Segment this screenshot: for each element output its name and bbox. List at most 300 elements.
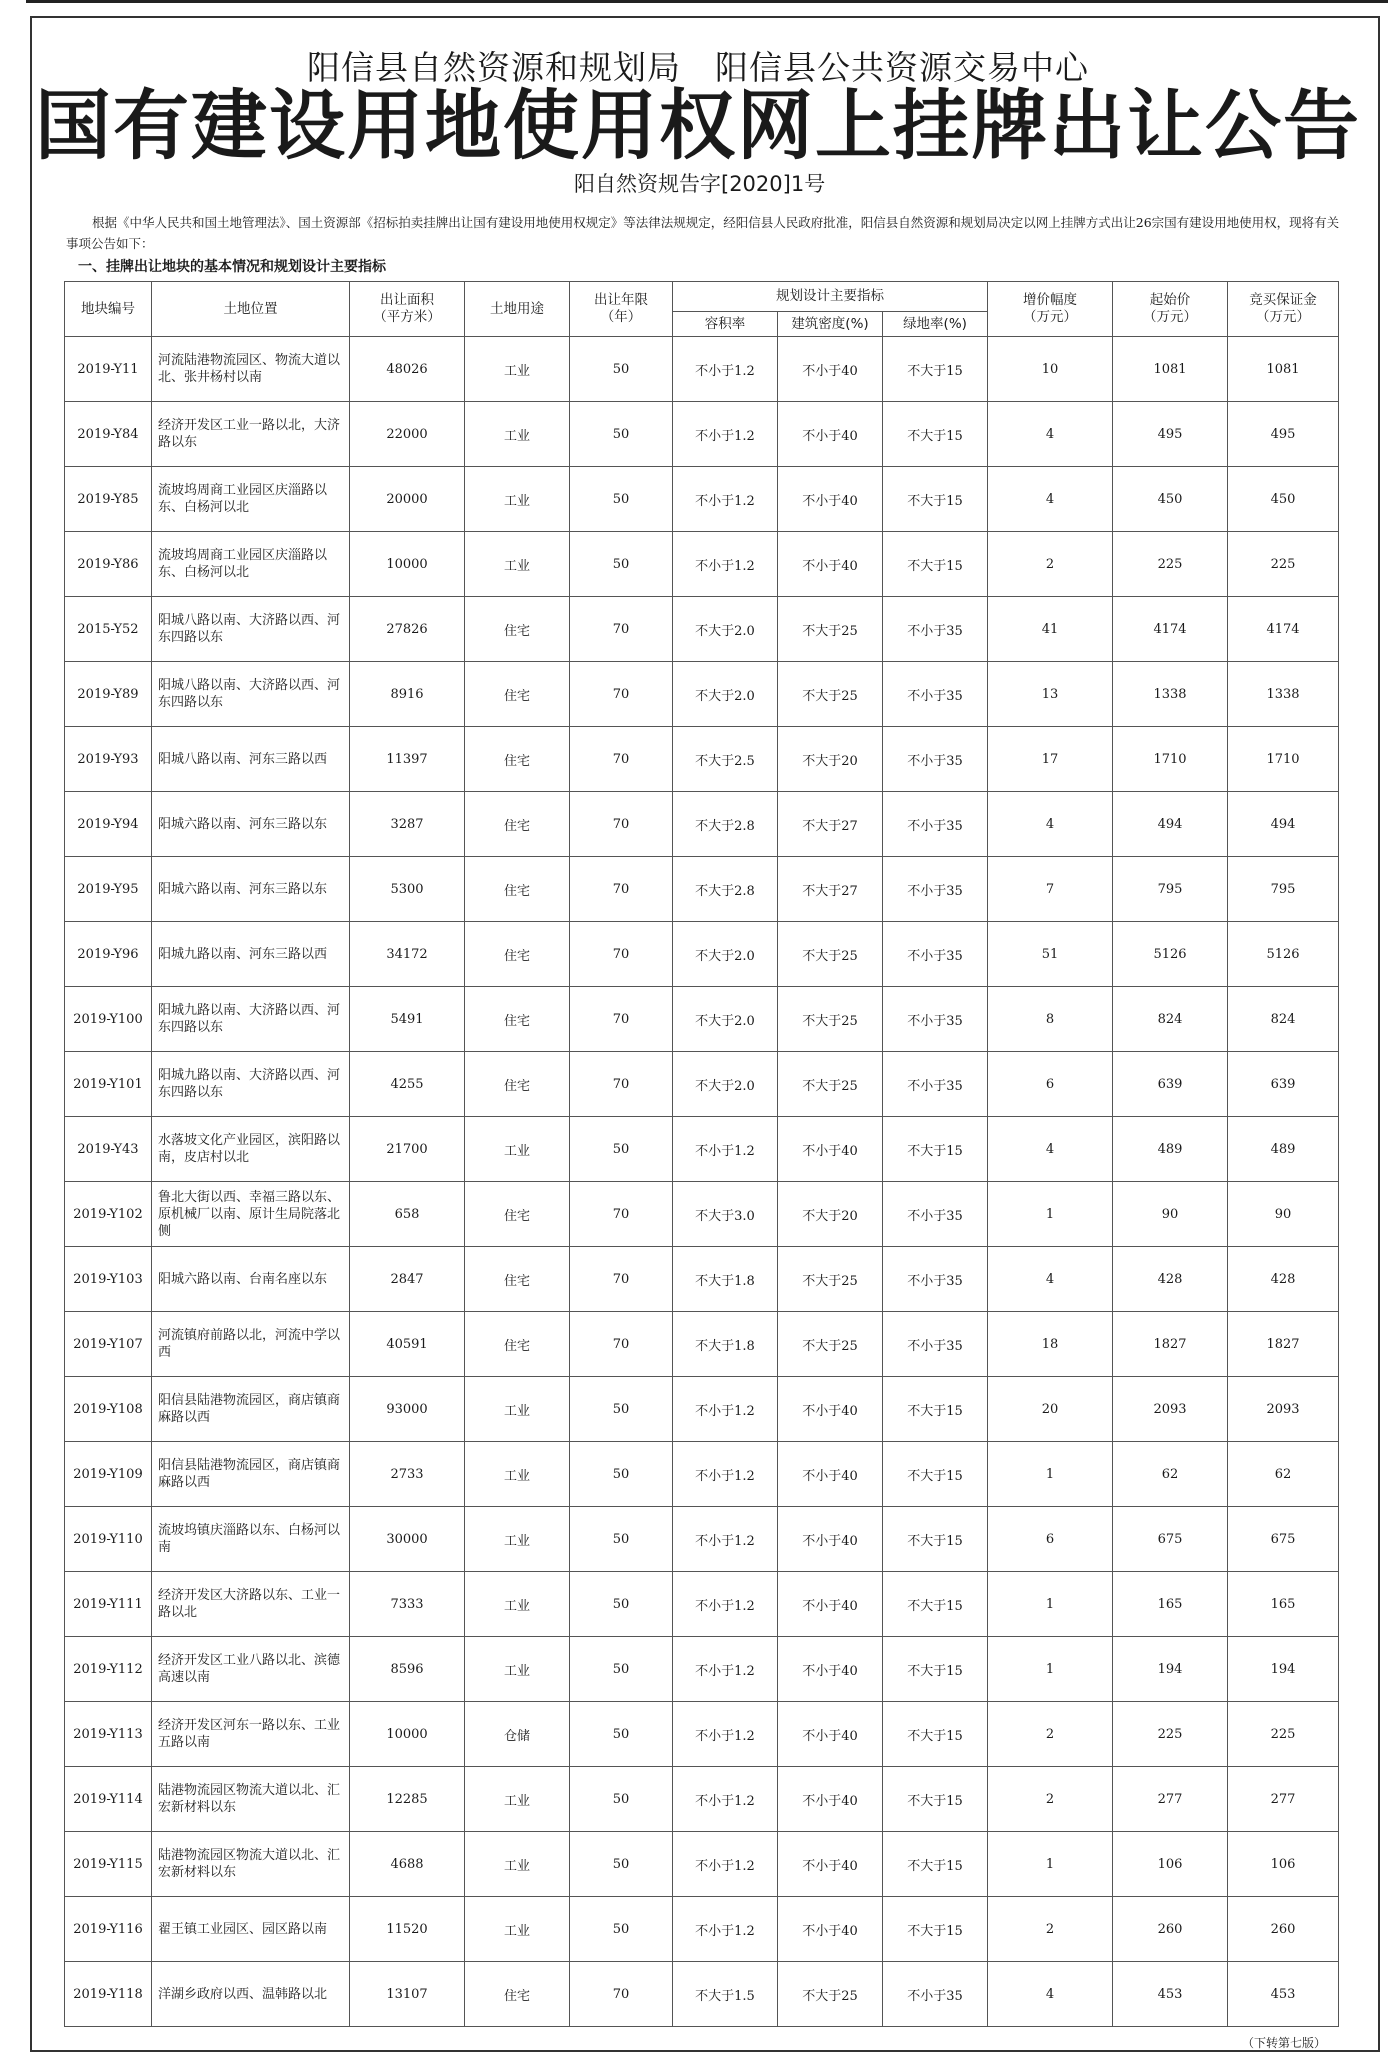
header-location: 土地位置 (152, 282, 350, 337)
cell-term-years: 50 (570, 1377, 673, 1442)
cell-deposit: 450 (1228, 467, 1339, 532)
cell-term-years: 50 (570, 1572, 673, 1637)
cell-floor-area-ratio: 不大于2.5 (673, 727, 778, 792)
cell-deposit: 1827 (1228, 1312, 1339, 1377)
cell-increment: 2 (988, 1702, 1113, 1767)
table-row (65, 1117, 1339, 1182)
cell-deposit: 106 (1228, 1832, 1339, 1897)
header-term-years: 出让年限 （年） (570, 282, 673, 337)
cell-term-years: 70 (570, 857, 673, 922)
cell-green-ratio: 不大于15 (883, 1637, 988, 1702)
cell-green-ratio: 不小于35 (883, 1312, 988, 1377)
cell-area: 20000 (350, 467, 465, 532)
cell-location: 阳城六路以南、河东三路以东 (152, 857, 350, 922)
cell-floor-area-ratio: 不小于1.2 (673, 1117, 778, 1182)
cell-green-ratio: 不大于15 (883, 1767, 988, 1832)
cell-deposit: 5126 (1228, 922, 1339, 987)
cell-term-years: 70 (570, 1312, 673, 1377)
cell-land-use: 工业 (465, 1572, 570, 1637)
cell-start-price: 450 (1113, 467, 1228, 532)
cell-parcel-id: 2019-Y86 (65, 532, 152, 597)
cell-floor-area-ratio: 不大于2.0 (673, 1052, 778, 1117)
cell-parcel-id: 2019-Y100 (65, 987, 152, 1052)
cell-building-density: 不小于40 (778, 1637, 883, 1702)
cell-deposit: 277 (1228, 1767, 1339, 1832)
cell-land-use: 住宅 (465, 1182, 570, 1247)
cell-start-price: 194 (1113, 1637, 1228, 1702)
header-start-price: 起始价 （万元） (1113, 282, 1228, 337)
cell-location: 河流镇府前路以北，河流中学以西 (152, 1312, 350, 1377)
cell-increment: 20 (988, 1377, 1113, 1442)
cell-increment: 41 (988, 597, 1113, 662)
cell-increment: 2 (988, 1897, 1113, 1962)
cell-start-price: 495 (1113, 402, 1228, 467)
cell-green-ratio: 不小于35 (883, 662, 988, 727)
cell-area: 40591 (350, 1312, 465, 1377)
cell-building-density: 不大于25 (778, 597, 883, 662)
cell-floor-area-ratio: 不大于2.0 (673, 662, 778, 727)
cell-parcel-id: 2019-Y110 (65, 1507, 152, 1572)
cell-location: 经济开发区河东一路以东、工业五路以南 (152, 1702, 350, 1767)
cell-deposit: 1710 (1228, 727, 1339, 792)
cell-term-years: 70 (570, 1052, 673, 1117)
notice-title: 国有建设用地使用权网上挂牌出让公告 (35, 81, 1361, 170)
cell-increment: 1 (988, 1572, 1113, 1637)
table-row (65, 1442, 1339, 1507)
cell-increment: 6 (988, 1507, 1113, 1572)
cell-deposit: 2093 (1228, 1377, 1339, 1442)
cell-start-price: 428 (1113, 1247, 1228, 1312)
cell-area: 4688 (350, 1832, 465, 1897)
cell-land-use: 工业 (465, 1117, 570, 1182)
cell-area: 658 (350, 1182, 465, 1247)
cell-increment: 4 (988, 1962, 1113, 2027)
cell-building-density: 不小于40 (778, 1377, 883, 1442)
cell-deposit: 675 (1228, 1507, 1339, 1572)
cell-area: 2847 (350, 1247, 465, 1312)
cell-building-density: 不小于40 (778, 1702, 883, 1767)
cell-green-ratio: 不大于15 (883, 467, 988, 532)
cell-land-use: 住宅 (465, 1247, 570, 1312)
cell-parcel-id: 2019-Y108 (65, 1377, 152, 1442)
cell-term-years: 50 (570, 1637, 673, 1702)
cell-floor-area-ratio: 不大于2.8 (673, 792, 778, 857)
cell-green-ratio: 不大于15 (883, 402, 988, 467)
cell-land-use: 住宅 (465, 987, 570, 1052)
cell-land-use: 工业 (465, 467, 570, 532)
cell-deposit: 194 (1228, 1637, 1339, 1702)
cell-green-ratio: 不小于35 (883, 1052, 988, 1117)
cell-building-density: 不小于40 (778, 1767, 883, 1832)
cell-location: 翟王镇工业园区、园区路以南 (152, 1897, 350, 1962)
cell-area: 13107 (350, 1962, 465, 2027)
cell-parcel-id: 2019-Y89 (65, 662, 152, 727)
cell-location: 阳城八路以南、大济路以西、河东四路以东 (152, 662, 350, 727)
cell-location: 洋湖乡政府以西、温韩路以北 (152, 1962, 350, 2027)
cell-green-ratio: 不大于15 (883, 337, 988, 402)
cell-start-price: 494 (1113, 792, 1228, 857)
cell-deposit: 795 (1228, 857, 1339, 922)
cell-location: 阳城六路以南、河东三路以东 (152, 792, 350, 857)
cell-start-price: 277 (1113, 1767, 1228, 1832)
cell-deposit: 225 (1228, 532, 1339, 597)
cell-green-ratio: 不小于35 (883, 597, 988, 662)
cell-start-price: 1827 (1113, 1312, 1228, 1377)
cell-term-years: 70 (570, 792, 673, 857)
page-top-rule (26, 0, 1388, 9)
cell-floor-area-ratio: 不大于2.8 (673, 857, 778, 922)
table-row (65, 1897, 1339, 1962)
table-row (65, 857, 1339, 922)
cell-floor-area-ratio: 不小于1.2 (673, 1897, 778, 1962)
cell-parcel-id: 2019-Y114 (65, 1767, 152, 1832)
cell-location: 河流陆港物流园区、物流大道以北、张井杨村以南 (152, 337, 350, 402)
cell-location: 阳城九路以南、大济路以西、河东四路以东 (152, 1052, 350, 1117)
cell-area: 10000 (350, 1702, 465, 1767)
cell-area: 5300 (350, 857, 465, 922)
cell-green-ratio: 不小于35 (883, 857, 988, 922)
cell-start-price: 824 (1113, 987, 1228, 1052)
cell-parcel-id: 2019-Y101 (65, 1052, 152, 1117)
cell-floor-area-ratio: 不大于1.5 (673, 1962, 778, 2027)
table-row (65, 532, 1339, 597)
header-floor-area-ratio: 容积率 (673, 312, 778, 337)
cell-location: 流坡坞周商工业园区庆淄路以东、白杨河以北 (152, 532, 350, 597)
cell-green-ratio: 不大于15 (883, 1897, 988, 1962)
cell-term-years: 70 (570, 987, 673, 1052)
cell-green-ratio: 不小于35 (883, 1182, 988, 1247)
cell-deposit: 1081 (1228, 337, 1339, 402)
cell-land-use: 住宅 (465, 792, 570, 857)
cell-increment: 2 (988, 532, 1113, 597)
cell-increment: 1 (988, 1637, 1113, 1702)
cell-green-ratio: 不小于35 (883, 792, 988, 857)
cell-term-years: 50 (570, 1442, 673, 1507)
cell-green-ratio: 不小于35 (883, 987, 988, 1052)
cell-start-price: 1081 (1113, 337, 1228, 402)
cell-location: 阳城九路以南、大济路以西、河东四路以东 (152, 987, 350, 1052)
table-row (65, 467, 1339, 532)
cell-location: 经济开发区工业一路以北，大济路以东 (152, 402, 350, 467)
cell-deposit: 260 (1228, 1897, 1339, 1962)
cell-deposit: 639 (1228, 1052, 1339, 1117)
cell-increment: 1 (988, 1832, 1113, 1897)
cell-start-price: 225 (1113, 1702, 1228, 1767)
cell-floor-area-ratio: 不大于1.8 (673, 1247, 778, 1312)
cell-term-years: 50 (570, 532, 673, 597)
cell-green-ratio: 不大于15 (883, 1507, 988, 1572)
cell-location: 水落坡文化产业园区，滨阳路以南，皮店村以北 (152, 1117, 350, 1182)
table-row (65, 727, 1339, 792)
cell-parcel-id: 2019-Y115 (65, 1832, 152, 1897)
cell-building-density: 不小于40 (778, 1117, 883, 1182)
cell-green-ratio: 不大于15 (883, 532, 988, 597)
header-building-density: 建筑密度(%) (778, 312, 883, 337)
header-parcel-id: 地块编号 (65, 282, 152, 337)
cell-term-years: 50 (570, 402, 673, 467)
cell-parcel-id: 2019-Y118 (65, 1962, 152, 2027)
cell-deposit: 453 (1228, 1962, 1339, 2027)
cell-term-years: 50 (570, 1702, 673, 1767)
cell-increment: 8 (988, 987, 1113, 1052)
cell-increment: 4 (988, 1117, 1113, 1182)
cell-building-density: 不大于27 (778, 792, 883, 857)
cell-location: 阳城九路以南、河东三路以西 (152, 922, 350, 987)
cell-start-price: 639 (1113, 1052, 1228, 1117)
cell-area: 11397 (350, 727, 465, 792)
cell-start-price: 1338 (1113, 662, 1228, 727)
cell-start-price: 795 (1113, 857, 1228, 922)
header-area: 出让面积 （平方米） (350, 282, 465, 337)
cell-building-density: 不大于25 (778, 1962, 883, 2027)
cell-green-ratio: 不小于35 (883, 1962, 988, 2027)
cell-term-years: 50 (570, 1832, 673, 1897)
cell-floor-area-ratio: 不小于1.2 (673, 1442, 778, 1507)
cell-term-years: 50 (570, 1897, 673, 1962)
cell-building-density: 不小于40 (778, 1572, 883, 1637)
cell-term-years: 70 (570, 922, 673, 987)
cell-increment: 17 (988, 727, 1113, 792)
cell-increment: 18 (988, 1312, 1113, 1377)
cell-land-use: 工业 (465, 402, 570, 467)
cell-floor-area-ratio: 不小于1.2 (673, 1572, 778, 1637)
cell-deposit: 90 (1228, 1182, 1339, 1247)
cell-building-density: 不大于25 (778, 662, 883, 727)
cell-green-ratio: 不大于15 (883, 1377, 988, 1442)
cell-location: 流坡坞周商工业园区庆淄路以东、白杨河以北 (152, 467, 350, 532)
cell-location: 鲁北大街以西、幸福三路以东、原机械厂以南、原计生局院落北侧 (152, 1182, 350, 1247)
cell-land-use: 住宅 (465, 727, 570, 792)
cell-location: 流坡坞镇庆淄路以东、白杨河以南 (152, 1507, 350, 1572)
cell-building-density: 不小于40 (778, 1832, 883, 1897)
header-green-ratio: 绿地率(%) (883, 312, 988, 337)
cell-building-density: 不大于20 (778, 1182, 883, 1247)
cell-term-years: 50 (570, 1117, 673, 1182)
cell-increment: 7 (988, 857, 1113, 922)
cell-area: 5491 (350, 987, 465, 1052)
cell-floor-area-ratio: 不小于1.2 (673, 1637, 778, 1702)
cell-area: 12285 (350, 1767, 465, 1832)
header-planning-indicators: 规划设计主要指标 (673, 282, 988, 312)
cell-area: 27826 (350, 597, 465, 662)
continued-note: （下转第七版） (1241, 2036, 1326, 2050)
cell-floor-area-ratio: 不小于1.2 (673, 1832, 778, 1897)
table-row (65, 1247, 1339, 1312)
cell-increment: 1 (988, 1182, 1113, 1247)
table-row (65, 1312, 1339, 1377)
cell-floor-area-ratio: 不大于2.0 (673, 922, 778, 987)
cell-building-density: 不小于40 (778, 1897, 883, 1962)
table-row (65, 1832, 1339, 1897)
cell-land-use: 工业 (465, 1767, 570, 1832)
cell-start-price: 165 (1113, 1572, 1228, 1637)
cell-deposit: 225 (1228, 1702, 1339, 1767)
cell-start-price: 4174 (1113, 597, 1228, 662)
cell-deposit: 62 (1228, 1442, 1339, 1507)
cell-building-density: 不小于40 (778, 467, 883, 532)
cell-increment: 4 (988, 792, 1113, 857)
issuing-agencies: 阳信县自然资源和规划局 阳信县公共资源交易中心 (307, 48, 1089, 87)
cell-increment: 4 (988, 402, 1113, 467)
cell-increment: 51 (988, 922, 1113, 987)
cell-parcel-id: 2019-Y102 (65, 1182, 152, 1247)
cell-term-years: 50 (570, 1507, 673, 1572)
header-increment: 增价幅度 （万元） (988, 282, 1113, 337)
cell-land-use: 工业 (465, 1832, 570, 1897)
cell-floor-area-ratio: 不小于1.2 (673, 337, 778, 402)
cell-deposit: 165 (1228, 1572, 1339, 1637)
cell-building-density: 不小于40 (778, 532, 883, 597)
cell-increment: 13 (988, 662, 1113, 727)
table-row (65, 1702, 1339, 1767)
cell-area: 7333 (350, 1572, 465, 1637)
table-row (65, 1052, 1339, 1117)
cell-land-use: 工业 (465, 337, 570, 402)
cell-term-years: 70 (570, 1182, 673, 1247)
table-row (65, 1767, 1339, 1832)
cell-floor-area-ratio: 不小于1.2 (673, 532, 778, 597)
land-parcel-table (64, 281, 1339, 2027)
cell-term-years: 50 (570, 337, 673, 402)
cell-location: 经济开发区大济路以东、工业一路以北 (152, 1572, 350, 1637)
cell-floor-area-ratio: 不小于1.2 (673, 402, 778, 467)
cell-area: 48026 (350, 337, 465, 402)
cell-location: 陆港物流园区物流大道以北、汇宏新材料以东 (152, 1832, 350, 1897)
cell-location: 阳城六路以南、台南名座以东 (152, 1247, 350, 1312)
table-row (65, 662, 1339, 727)
cell-parcel-id: 2019-Y11 (65, 337, 152, 402)
section-heading: 一、挂牌出让地块的基本情况和规划设计主要指标 (78, 259, 386, 275)
cell-land-use: 住宅 (465, 597, 570, 662)
cell-land-use: 工业 (465, 1637, 570, 1702)
cell-floor-area-ratio: 不小于1.2 (673, 1507, 778, 1572)
cell-parcel-id: 2019-Y43 (65, 1117, 152, 1182)
cell-green-ratio: 不大于15 (883, 1832, 988, 1897)
cell-land-use: 住宅 (465, 662, 570, 727)
cell-start-price: 453 (1113, 1962, 1228, 2027)
cell-green-ratio: 不大于15 (883, 1572, 988, 1637)
cell-increment: 1 (988, 1442, 1113, 1507)
cell-deposit: 489 (1228, 1117, 1339, 1182)
cell-deposit: 495 (1228, 402, 1339, 467)
cell-term-years: 70 (570, 727, 673, 792)
cell-deposit: 1338 (1228, 662, 1339, 727)
table-row (65, 1572, 1339, 1637)
cell-building-density: 不小于40 (778, 1507, 883, 1572)
cell-building-density: 不小于40 (778, 337, 883, 402)
header-deposit: 竞买保证金 （万元） (1228, 282, 1339, 337)
cell-parcel-id: 2019-Y116 (65, 1897, 152, 1962)
cell-land-use: 工业 (465, 1442, 570, 1507)
cell-floor-area-ratio: 不大于3.0 (673, 1182, 778, 1247)
cell-area: 11520 (350, 1897, 465, 1962)
cell-green-ratio: 不大于15 (883, 1702, 988, 1767)
cell-location: 阳信县陆港物流园区，商店镇商麻路以西 (152, 1442, 350, 1507)
cell-start-price: 5126 (1113, 922, 1228, 987)
cell-increment: 10 (988, 337, 1113, 402)
cell-land-use: 工业 (465, 1377, 570, 1442)
cell-area: 2733 (350, 1442, 465, 1507)
cell-floor-area-ratio: 不小于1.2 (673, 467, 778, 532)
cell-floor-area-ratio: 不大于2.0 (673, 597, 778, 662)
cell-area: 8596 (350, 1637, 465, 1702)
cell-green-ratio: 不大于15 (883, 1442, 988, 1507)
cell-term-years: 50 (570, 467, 673, 532)
cell-deposit: 428 (1228, 1247, 1339, 1312)
cell-land-use: 住宅 (465, 1312, 570, 1377)
table-body (65, 337, 1339, 2027)
document-number: 阳自然资规告字[2020]1号 (574, 172, 826, 196)
cell-floor-area-ratio: 不大于1.8 (673, 1312, 778, 1377)
table-row (65, 1637, 1339, 1702)
cell-building-density: 不大于25 (778, 1052, 883, 1117)
cell-parcel-id: 2019-Y84 (65, 402, 152, 467)
cell-building-density: 不大于25 (778, 1312, 883, 1377)
table-row (65, 1962, 1339, 2027)
cell-location: 经济开发区工业八路以北、滨德高速以南 (152, 1637, 350, 1702)
cell-parcel-id: 2019-Y103 (65, 1247, 152, 1312)
cell-parcel-id: 2019-Y85 (65, 467, 152, 532)
cell-building-density: 不大于25 (778, 987, 883, 1052)
cell-parcel-id: 2015-Y52 (65, 597, 152, 662)
cell-start-price: 675 (1113, 1507, 1228, 1572)
cell-green-ratio: 不小于35 (883, 727, 988, 792)
cell-land-use: 工业 (465, 532, 570, 597)
cell-location: 阳信县陆港物流园区，商店镇商麻路以西 (152, 1377, 350, 1442)
cell-area: 4255 (350, 1052, 465, 1117)
cell-deposit: 494 (1228, 792, 1339, 857)
intro-paragraph: 根据《中华人民共和国土地管理法》、国土资源部《招标拍卖挂牌出让国有建设用地使用权规定》等法律法规规定，经阳信县人民政府批准，阳信县自然资源和规划局决定以网上挂牌方式出让26宗国有建设用地使用权，现将有关事项公告如下： (66, 215, 1340, 251)
cell-start-price: 106 (1113, 1832, 1228, 1897)
cell-start-price: 2093 (1113, 1377, 1228, 1442)
table-row (65, 402, 1339, 467)
cell-land-use: 住宅 (465, 1962, 570, 2027)
table-row (65, 337, 1339, 402)
cell-term-years: 70 (570, 662, 673, 727)
cell-land-use: 住宅 (465, 1052, 570, 1117)
cell-building-density: 不大于27 (778, 857, 883, 922)
cell-land-use: 住宅 (465, 857, 570, 922)
cell-building-density: 不大于25 (778, 922, 883, 987)
cell-building-density: 不大于20 (778, 727, 883, 792)
cell-floor-area-ratio: 不小于1.2 (673, 1702, 778, 1767)
cell-green-ratio: 不大于15 (883, 1117, 988, 1182)
cell-floor-area-ratio: 不大于2.0 (673, 987, 778, 1052)
cell-increment: 4 (988, 467, 1113, 532)
cell-parcel-id: 2019-Y96 (65, 922, 152, 987)
cell-start-price: 225 (1113, 532, 1228, 597)
cell-increment: 2 (988, 1767, 1113, 1832)
cell-land-use: 住宅 (465, 922, 570, 987)
cell-parcel-id: 2019-Y111 (65, 1572, 152, 1637)
cell-building-density: 不小于40 (778, 402, 883, 467)
cell-increment: 4 (988, 1247, 1113, 1312)
cell-land-use: 工业 (465, 1507, 570, 1572)
cell-floor-area-ratio: 不小于1.2 (673, 1767, 778, 1832)
cell-location: 陆港物流园区物流大道以北、汇宏新材料以东 (152, 1767, 350, 1832)
cell-start-price: 260 (1113, 1897, 1228, 1962)
cell-increment: 6 (988, 1052, 1113, 1117)
cell-area: 30000 (350, 1507, 465, 1572)
cell-parcel-id: 2019-Y112 (65, 1637, 152, 1702)
table-row (65, 792, 1339, 857)
table-row (65, 1182, 1339, 1247)
cell-land-use: 工业 (465, 1897, 570, 1962)
cell-location: 阳城八路以南、河东三路以西 (152, 727, 350, 792)
cell-start-price: 90 (1113, 1182, 1228, 1247)
cell-green-ratio: 不小于35 (883, 922, 988, 987)
table-row (65, 987, 1339, 1052)
